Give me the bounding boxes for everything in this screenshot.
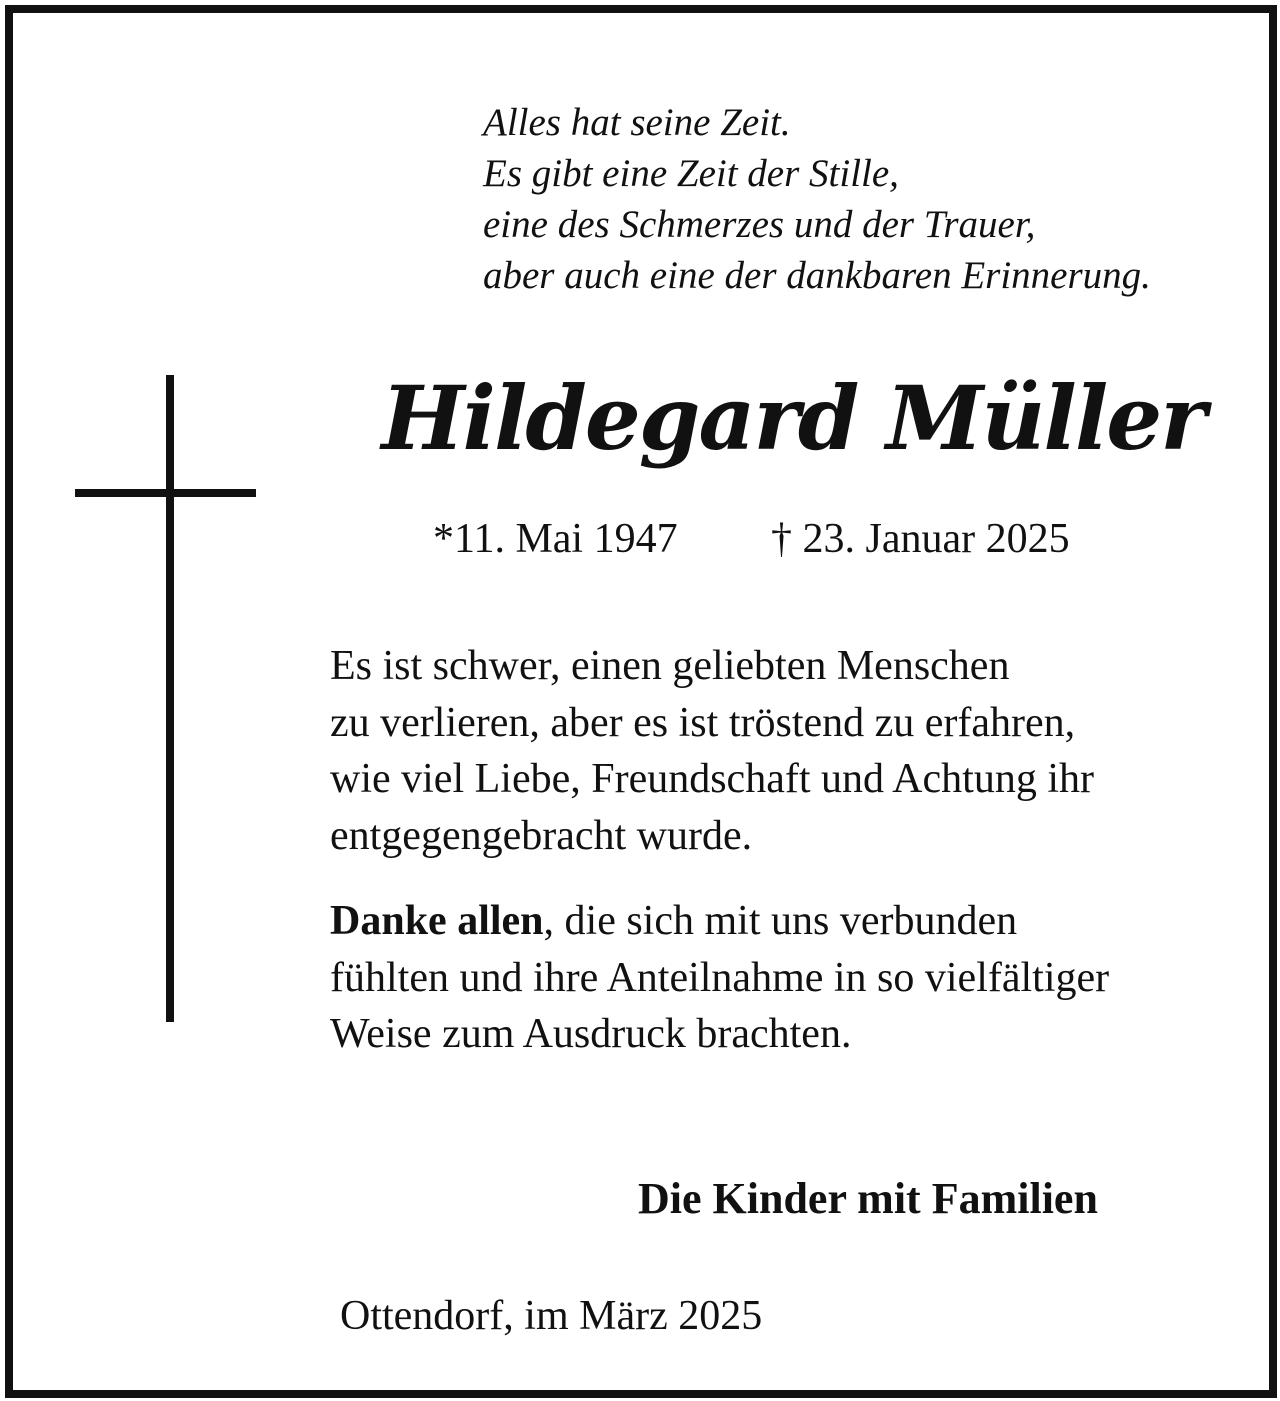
message-line: fühlten und ihre Anteilnahme in so vielfältiger: [330, 954, 1110, 1001]
cross-horizontal-bar: [75, 489, 256, 497]
message-line: [330, 893, 1109, 950]
message-paragraph-1: [330, 638, 1094, 864]
message-line: zu verlieren, aber es ist tröstend zu erfahren,: [330, 699, 1076, 746]
message-line: entgegengebracht wurde.: [330, 812, 753, 859]
cross-vertical-bar: [166, 375, 174, 1022]
thanks-lead: Danke allen: [330, 898, 544, 944]
place-date: Ottendorf, im März 2025: [340, 1293, 763, 1339]
notice-frame: [5, 5, 1277, 1398]
message-line: Es ist schwer, einen geliebten Menschen: [330, 643, 1010, 689]
death-date: † 23. Januar 2025: [771, 516, 1070, 562]
motto-line: aber auch eine der dankbaren Erinnerung.: [483, 254, 1151, 297]
deceased-name: Hildegard Müller: [381, 366, 1205, 470]
birth-date: *11. Mai 1947: [433, 516, 678, 562]
message-paragraph-2: [330, 893, 1109, 1063]
motto-line: Es gibt eine Zeit der Stille,: [483, 152, 899, 195]
thanks-rest: , die sich mit uns verbunden: [543, 898, 1018, 944]
motto-verse: [483, 97, 1151, 301]
message-line: Weise zum Ausdruck brachten.: [330, 1011, 852, 1057]
motto-line: Alles hat seine Zeit.: [483, 101, 791, 144]
message-line: wie viel Liebe, Freundschaft und Achtung ihr: [330, 756, 1094, 802]
motto-line: eine des Schmerzes und der Trauer,: [483, 203, 1036, 246]
signature: Die Kinder mit Familien: [638, 1174, 1098, 1223]
